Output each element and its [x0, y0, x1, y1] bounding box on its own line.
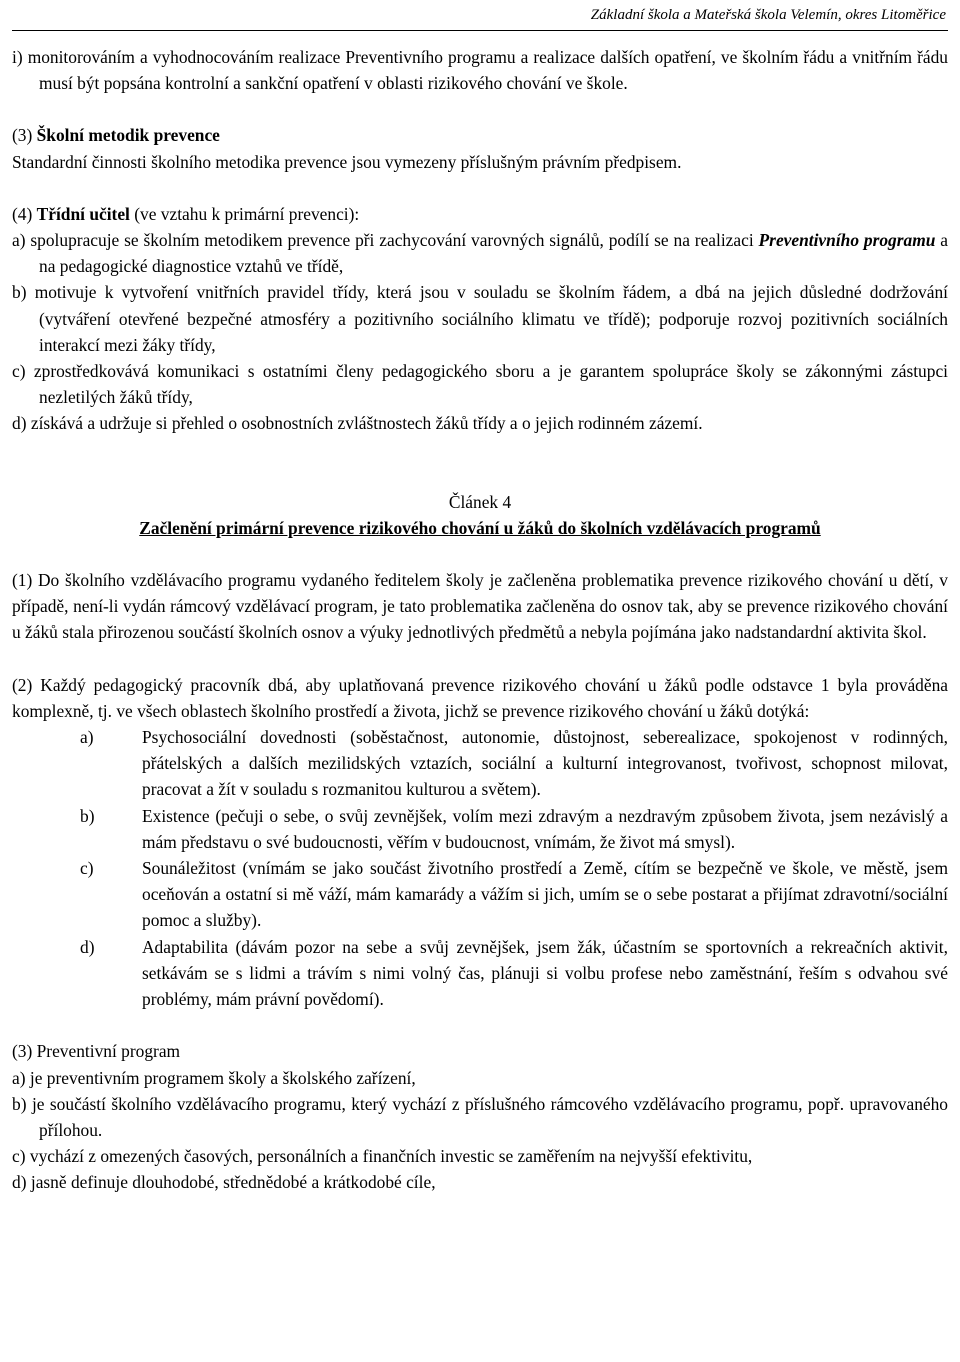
section-metodik-body: Standardní činnosti školního metodika prevence jsou vymezeny příslušným právním předpisem. [12, 151, 682, 172]
list-item: a) spolupracuje se školním metodikem prevence při zachycování varovných signálů, podílí se na realizaci Preventivního programu a na pedagogické diagnostice vztahů ve třídě, [12, 230, 949, 277]
list-item: b) motivuje k vytvoření vnitřních pravidel třídy, která jsou v souladu se školním řádem, a dbá na jejich důsledné dodržování (vytváření otevřené bezpečné atmosféry a pozitivního sociálního klimatu ve třídě); podporuje rozvoj pozitivních sociálních interakcí mezi žáky třídy, [12, 282, 948, 355]
article-title: Začlenění primární prevence rizikového chování u žáků do školních vzdělávacích programů [139, 517, 821, 538]
section-ucitel-heading: (4) Třídní učitel (ve vztahu k primární prevenci): [12, 203, 360, 224]
paragraph-i: i) monitorováním a vyhodnocováním realizace Preventivního programu a realizace dalších opatření, ve školním řádu a vnitřním řádu musí být popsána kontrolní a sankční opatření v oblasti rizikového chování ve škole. [12, 47, 948, 94]
list-item: c) Sounáležitost (vnímám se jako součást životního prostředí a Země, cítím se bezpečně ve škole, ve městě, jsem oceňován a ostatní si mě váží, mám kamarády a vážím si jich, umím se o sebe postarat a přijímat zdravotní/sociální pomoc a služby). [80, 858, 948, 931]
section-title: Školní metodik prevence [36, 125, 220, 146]
section-title: Třídní učitel [36, 203, 130, 224]
list-item: d) jasně definuje dlouhodobé, střednědobé a krátkodobé cíle, [12, 1172, 436, 1193]
list-item: c) vychází z omezených časových, personálních a finančních investic se zaměřením na nejvyšší efektivitu, [12, 1146, 753, 1167]
article-number: Článek 4 [448, 491, 512, 512]
article-paragraph-3-title: (3) Preventivní program [12, 1041, 181, 1062]
list-item: d) Adaptabilita (dávám pozor na sebe a svůj zevnějšek, jsem žák, účastním se sportovních a rekreačních aktivit, setkávám se s lidmi a trávím s nimi volný čas, plánuji si volbu profese nebo zaměstnání, řeším s odvahou své problémy, mám právní povědomí). [80, 936, 948, 1010]
article-paragraph-1: (1) Do školního vzdělávacího programu vydaného ředitelem školy je začleněna problematika prevence rizikového chování u dětí, v případě, není-li vydán rámcový vzdělávací program, je tato problematika začleněna do osnov tak, aby se prevence rizikového chování u žáků stala přirozenou součástí školních osnov a výuky jednotlivých předmětů a nebyla pojímána jako nadstandardní aktivita škol. [12, 570, 948, 643]
list-item: a) je preventivním programem školy a školského zařízení, [12, 1067, 416, 1088]
article-paragraph-2: (2) Každý pedagogický pracovník dbá, aby uplatňovaná prevence rizikového chování u žáků podle odstavce 1 byla prováděna komplexně, tj. ve všech oblastech školního prostředí a života, jichž se prevence rizikového chování u žáků dotýká: [12, 674, 948, 721]
list-item: a) Psychosociální dovednosti (soběstačnost, autonomie, důstojnost, seberealizace, spokojenost v rodinných, přátelských a dalších mezilidských vztazích, sociální a kulturní integrovanost, tvořivost, schopnost milovat, pracovat a žít v souladu s rozmanitou kulturou a světem). [80, 727, 948, 800]
header-divider [12, 30, 948, 31]
list-item: b) je součástí školního vzdělávacího programu, který vychází z příslušného rámcového vzdělávacího programu, popř. upravovaného přílohou. [12, 1093, 948, 1140]
section-metodik-heading: (3) Školní metodik prevence [12, 125, 220, 146]
list-item: c) zprostředkovává komunikaci s ostatními členy pedagogického sboru a je garantem spolupráce školy se zákonnými zástupci nezletilých žáků třídy, [12, 361, 949, 408]
list-item: d) získává a udržuje si přehled o osobnostních zvláštnostech žáků třídy a o jejich rodinném zázemí. [12, 413, 703, 434]
page-header: Základní škola a Mateřská škola Velemín, okres Litoměřice [590, 7, 946, 23]
document-body [12, 44, 948, 1196]
list-item: b) Existence (pečuji o sebe, o svůj zevnějšek, volím mezi zdravým a nezdravým způsobem života, jsem nezávislý a mám představu o své budoucnosti, věřím v budoucnost, vnímám, že život má smysl). [80, 805, 948, 852]
